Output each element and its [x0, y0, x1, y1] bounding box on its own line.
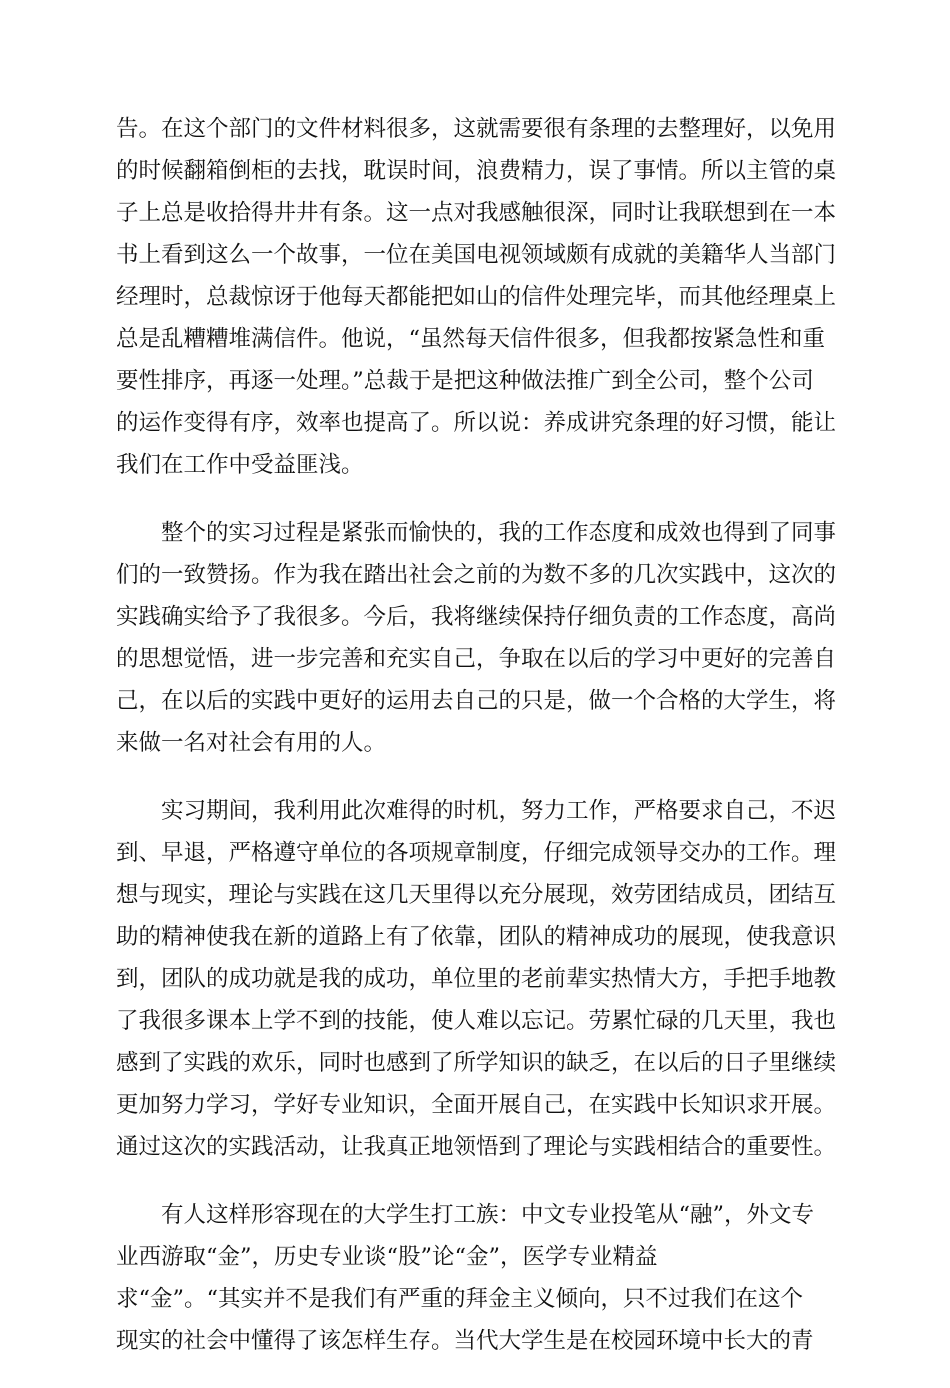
- paragraph-4: [116, 1194, 834, 1362]
- text-line: 到，团队的成功就是我的成功，单位里的老前辈实热情大方，手把手地教: [116, 966, 837, 992]
- text-line: 己，在以后的实践中更好的运用去自己的只是，做一个合格的大学生，将: [116, 688, 837, 714]
- text-line: 有人这样形容现在的大学生打工族：中文专业投笔从“融”，外文专: [116, 1202, 815, 1228]
- text-line: 要性排序，再逐一处理。”总裁于是把这种做法推广到全公司，整个公司: [116, 368, 814, 394]
- text-line: 想与现实，理论与实践在这几天里得以充分展现，效劳团结成员，团结互: [116, 882, 837, 908]
- paragraph-1: [116, 108, 837, 486]
- text-line: 告。在这个部门的文件材料很多，这就需要很有条理的去整理好，以免用: [116, 116, 837, 142]
- text-line: 我们在工作中受益匪浅。: [116, 452, 364, 478]
- text-line: 的思想觉悟，进一步完善和充实自己，争取在以后的学习中更好的完善自: [116, 646, 837, 672]
- text-line: 了我很多课本上学不到的技能，使人难以忘记。劳累忙碌的几天里，我也: [116, 1008, 837, 1034]
- text-line: 的运作变得有序，效率也提高了。所以说：养成讲究条理的好习惯，能让: [116, 410, 837, 436]
- text-line: 总是乱糟糟堆满信件。他说，“虽然每天信件很多，但我都按紧急性和重: [116, 326, 826, 352]
- text-line: 书上看到这么一个故事，一位在美国电视领域颇有成就的美籍华人当部门: [116, 242, 837, 268]
- text-line: 业西游取“金”，历史专业谈“股”论“金”，医学专业精益: [116, 1244, 658, 1270]
- text-line: 经理时，总裁惊讶于他每天都能把如山的信件处理完毕，而其他经理桌上: [116, 284, 837, 310]
- document-body: [116, 108, 837, 1388]
- text-line: 感到了实践的欢乐，同时也感到了所学知识的缺乏，在以后的日子里继续: [116, 1050, 837, 1076]
- text-line: 到、早退，严格遵守单位的各项规章制度，仔细完成领导交办的工作。理: [116, 840, 837, 866]
- text-line: 的时候翻箱倒柜的去找，耽误时间，浪费精力，误了事情。所以主管的桌: [116, 158, 837, 184]
- text-line: 现实的社会中懂得了该怎样生存。当代大学生是在校园环境中长大的青: [116, 1328, 814, 1354]
- paragraph-2: [116, 512, 837, 764]
- paragraph-3: [116, 790, 837, 1168]
- text-line: 通过这次的实践活动，让我真正地领悟到了理论与实践相结合的重要性。: [116, 1134, 837, 1160]
- text-line: 实践确实给予了我很多。今后，我将继续保持仔细负责的工作态度，高尚: [116, 604, 837, 630]
- text-line: 实习期间，我利用此次难得的时机，努力工作，严格要求自己，不迟: [116, 798, 837, 824]
- text-line: 整个的实习过程是紧张而愉快的，我的工作态度和成效也得到了同事: [116, 520, 837, 546]
- text-line: 子上总是收拾得井井有条。这一点对我感触很深，同时让我联想到在一本: [116, 200, 837, 226]
- text-line: 更加努力学习，学好专业知识，全面开展自己，在实践中长知识求开展。: [116, 1092, 837, 1118]
- text-line: 们的一致赞扬。作为我在踏出社会之前的为数不多的几次实践中，这次的: [116, 562, 837, 588]
- text-line: 来做一名对社会有用的人。: [116, 730, 387, 756]
- text-line: 求“金”。“其实并不是我们有严重的拜金主义倾向，只不过我们在这个: [116, 1286, 804, 1312]
- text-line: 助的精神使我在新的道路上有了依靠，团队的精神成功的展现，使我意识: [116, 924, 837, 950]
